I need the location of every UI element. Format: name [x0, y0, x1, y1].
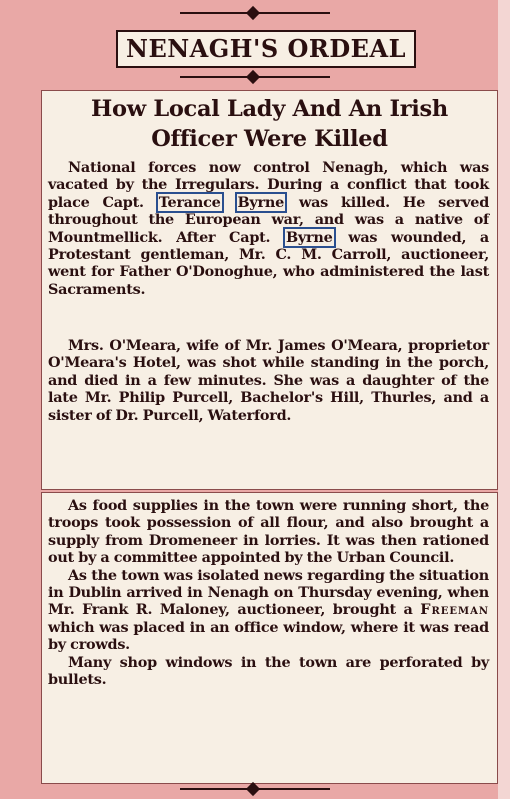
highlight-byrne-2: Byrne [283, 227, 335, 248]
paragraph-4 [48, 567, 489, 654]
freeman-newspaper-name: Freeman [420, 601, 489, 619]
paragraph-4-text-b: which was placed in an office window, where it was read by crowds. [48, 618, 489, 654]
bottom-ornamental-rule [180, 786, 330, 792]
top-ornamental-rule [180, 10, 330, 16]
article-top-block [41, 90, 498, 490]
article-bottom-block [41, 492, 498, 784]
highlight-byrne-1: Byrne [235, 192, 287, 213]
subheadline-line-2: Officer Were Killed [151, 126, 388, 152]
paragraph-5: Many shop windows in the town are perforated by bullets. [48, 653, 489, 689]
paragraph-1 [48, 159, 489, 298]
subheadline-line-1: How Local Lady And An Irish [91, 96, 448, 122]
paragraph-1-text-b: was killed. He served throughout the European war, and was a native of Mountmellick. After Capt. [48, 193, 490, 246]
paragraph-4-text-a: As the town was isolated news regarding the situation in Dublin arrived in Nenagh on Thursday evening, when Mr. Frank R. Maloney, auctioneer, brought a [48, 566, 489, 619]
highlight-terance: Terance [156, 192, 224, 213]
headline-ornamental-rule [180, 74, 330, 80]
bottom-body [48, 497, 489, 688]
paragraph-1-text-c: was wounded, a Protestant gentleman, Mr. C. M. Carroll, auctioneer, went for Father O'Donoghue, who administered the last Sacraments. [48, 228, 489, 298]
page-edge [498, 0, 510, 799]
paragraph-1-text-a: National forces now control Nenagh, which was vacated by the Irregulars. During a conflict that took place Capt. [48, 159, 489, 211]
paragraph-2 [48, 337, 489, 424]
paragraph-2-text: Mrs. O'Meara, wife of Mr. James O'Meara, proprietor O'Meara's Hotel, was shot while standing in the porch, and died in a few minutes. She was a daughter of the late Mr. Philip Purcell, Bachelor's Hill, Thurles, and a sister of Dr. Purcell, Waterford. [48, 337, 489, 424]
paragraph-3: As food supplies in the town were running short, the troops took possession of all flour, and also brought a supply from Dromeneer in lorries. It was then rationed out by a committee appointed by the Urban Council. [48, 497, 489, 567]
subheadline [42, 94, 497, 154]
headline: NENAGH'S ORDEAL [116, 30, 416, 68]
